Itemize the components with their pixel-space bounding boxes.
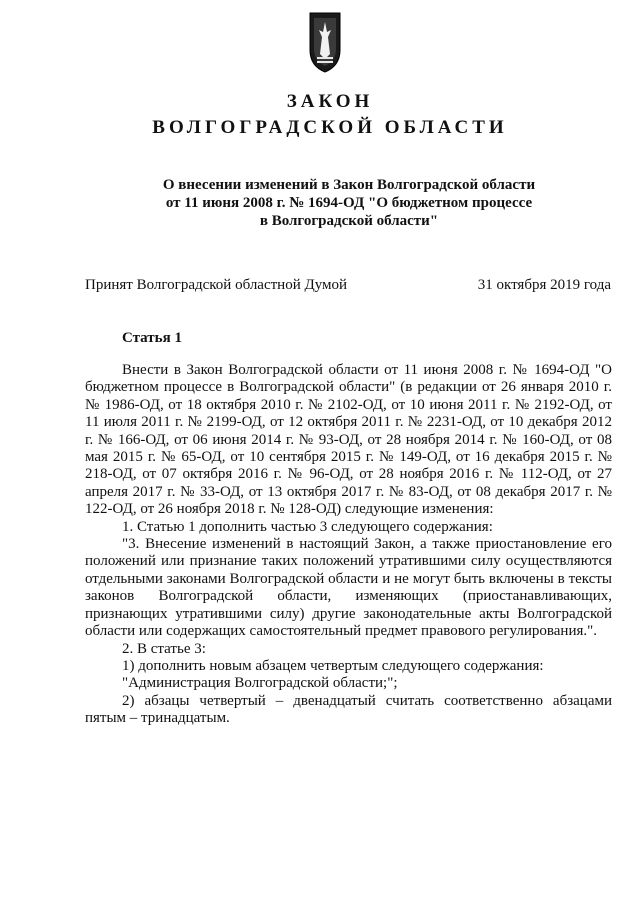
paragraph: "Администрация Волгоградской области;"; (122, 675, 398, 692)
adoption-statement: Принят Волгоградской областной Думой (85, 277, 348, 293)
region-title: ВОЛГОГРАДСКОЙ ОБЛАСТИ (152, 117, 508, 138)
paragraph: 2. В статье 3: (122, 640, 206, 657)
subject-line: О внесении изменений в Закон Волгоградской области (162, 177, 536, 193)
article-heading: Статья 1 (122, 330, 182, 346)
paragraph: "3. Внесение изменений в настоящий Закон, а также приостановление его положений или признание таких положений утратившими силу осуществляются отдельными законами Волгоградской области и не могут быть включены в тексты законов Волгоградской области, изменяющих (приостанавливающих, признающих утратившими силу) другие законодательные акты Волгоградской области или содержащих самостоятельный предмет правового регулирования.". (85, 536, 612, 640)
paragraph: 1) дополнить новым абзацем четвертым следующего содержания: (122, 657, 544, 674)
subject-line: в Волгоградской области" (259, 213, 439, 229)
article-body (85, 362, 612, 728)
law-subject (110, 176, 588, 230)
paragraph: 2) абзацы четвертый – двенадцатый считать соответственно абзацами пятым – тринадцатым. (85, 692, 612, 727)
volgograd-coat-of-arms-icon (307, 10, 343, 74)
subject-line: от 11 июня 2008 г. № 1694-ОД "О бюджетном процессе (165, 195, 533, 211)
law-title: ЗАКОН (286, 91, 374, 112)
paragraph: Внести в Закон Волгоградской области от 11 июня 2008 г. № 1694-ОД "О бюджетном процессе в Волгоградской области" (в редакции от 26 января 2010 г. № 1986-ОД, от 18 октября 2010 г. № 2102-ОД, от 10 июня 2011 г. № 2192-ОД, от 11 июля 2011 г. № 2199-ОД, от 12 октября 2011 г. № 2231-ОД, от 10 декабря 2012 г. № 166-ОД, от 06 июня 2014 г. № 93-ОД, от 28 ноября 2014 г. № 160-ОД, от 08 мая 2015 г. № 65-ОД, от 10 сентября 2015 г. № 149-ОД, от 16 декабря 2015 г. № 218-ОД, от 07 октября 2016 г. № 96-ОД, от 28 ноября 2016 г. № 112-ОД, от 27 апреля 2017 г. № 33-ОД, от 13 октября 2017 г. № 83-ОД, от 08 декабря 2017 г. № 122-ОД, от 26 ноября 2018 г. № 128-ОД) следующие изменения: (85, 362, 612, 518)
paragraph: 1. Статью 1 дополнить частью 3 следующего содержания: (122, 518, 493, 535)
adoption-date: 31 октября 2019 года (477, 277, 611, 293)
